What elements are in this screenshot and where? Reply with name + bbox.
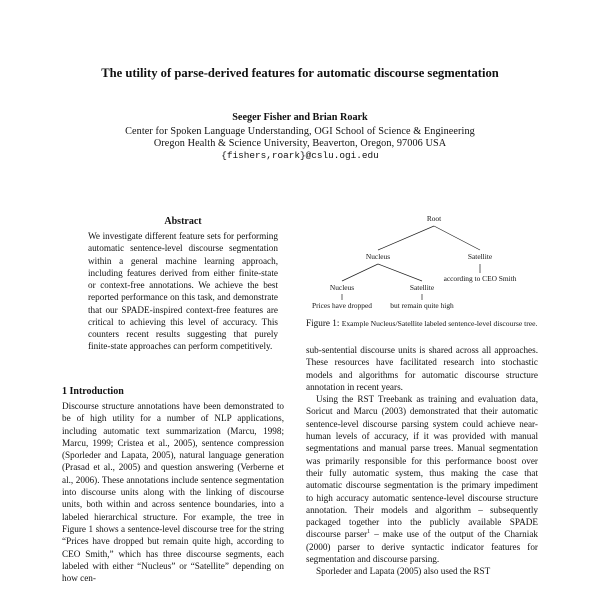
tree-edges — [306, 210, 538, 314]
affiliation-line-2: Oregon Health & Science University, Beaverton, Oregon, 97006 USA — [153, 138, 447, 149]
discourse-tree-figure — [306, 210, 538, 314]
right-paragraph-2-end: – make use of the output of the Charniak (2000) parser to derive syntactic indicator features for segmentation and discourse parsing. — [306, 529, 538, 565]
author-names: Seeger Fisher and Brian Roark — [232, 112, 368, 123]
edge-root-nucleus — [378, 226, 434, 250]
tree-leaf-1: Prices have dropped — [312, 301, 372, 310]
tree-node-nucleus-mid: Nucleus — [329, 283, 355, 292]
introduction-heading: 1 Introduction — [62, 386, 124, 397]
abstract-heading: Abstract — [164, 216, 202, 227]
tree-node-nucleus-top: Nucleus — [365, 252, 391, 261]
edge-nucleus-satellite — [378, 264, 422, 281]
right-paragraph-2-main: Using the RST Treebank as training and evaluation data, Soricut and Marcu (2003) demonstrated that their automatic sentence-level discourse parsing system could achieve near-human levels of accuracy, if it was provided with manual segmentations and manual parse trees. Manual segmentation was primarily responsible for this performance boost over their fully automatic system, thus making the case that automatic discourse segmentation is the primary impediment to high accuracy automatic sentence-level discourse structure annotation. Their models and algorithm – subsequently packaged together into the publicly available SPADE discourse parser — [306, 394, 538, 540]
abstract-text: We investigate different feature sets for performing automatic sentence-level discourse segmentation within a general machine learning approach, including features derived from either finite-state or context-free annotations. We achieve the best reported performance on this task, and demonstrate that our SPADE-inspired context-free features are critical to achieving this level of accuracy. This counters recent results suggesting that purely finite-state approaches can perform competitively. — [88, 231, 278, 352]
paper-title: The utility of parse-derived features for automatic discourse segmentation — [101, 66, 499, 80]
tree-node-root: Root — [426, 214, 442, 223]
author-email: {fishers,roark}@cslu.ogi.edu — [221, 150, 379, 161]
affiliation-line-1: Center for Spoken Language Understanding, OGI School of Science & Engineering — [125, 126, 475, 137]
right-paragraph-1: sub-sentential discourse units is shared across all approaches. These resources have facilitated research into stochastic models and algorithms for automatic discourse structure annotation in recent years. — [306, 345, 538, 392]
tree-leaf-3: according to CEO Smith — [443, 274, 517, 283]
introduction-text: Discourse structure annotations have been demonstrated to be of high utility for a number of NLP applications, including automatic text summarization (Marcu, 1998; Marcu, 1999; Cristea et al., 2005), sentence compression (Sporleder and Lapata, 2005), natural language generation (Prasad et al., 2005) and question answering (Verberne et al., 2006). These annotations include sentence segmentation into discourse units along with the linking of discourse units, both within and across sentence boundaries, into a labeled hierarchical structure. For example, the tree in Figure 1 shows a sentence-level discourse tree for the string “Prices have dropped but remain quite high, according to CEO Smith,” which has three discourse segments, each labeled with either “Nucleus” or “Satellite” depending on how cen- — [62, 401, 284, 584]
tree-node-satellite-top: Satellite — [467, 252, 493, 261]
tree-leaf-2: but remain quite high — [390, 301, 454, 310]
right-paragraph-2 — [306, 393, 538, 565]
right-paragraph-3: Sporleder and Lapata (2005) also used the RST — [316, 566, 491, 577]
edge-nucleus-nucleus — [342, 264, 378, 281]
right-column-text — [306, 344, 538, 578]
figure-caption-text: Example Nucleus/Satellite labeled sentence-level discourse tree. — [341, 319, 538, 328]
figure-caption — [306, 318, 538, 329]
edge-root-satellite — [434, 226, 480, 250]
tree-node-satellite-mid: Satellite — [409, 283, 435, 292]
figure-caption-label: Figure 1: — [306, 318, 340, 328]
footnote-marker[interactable]: 1 — [367, 529, 371, 536]
